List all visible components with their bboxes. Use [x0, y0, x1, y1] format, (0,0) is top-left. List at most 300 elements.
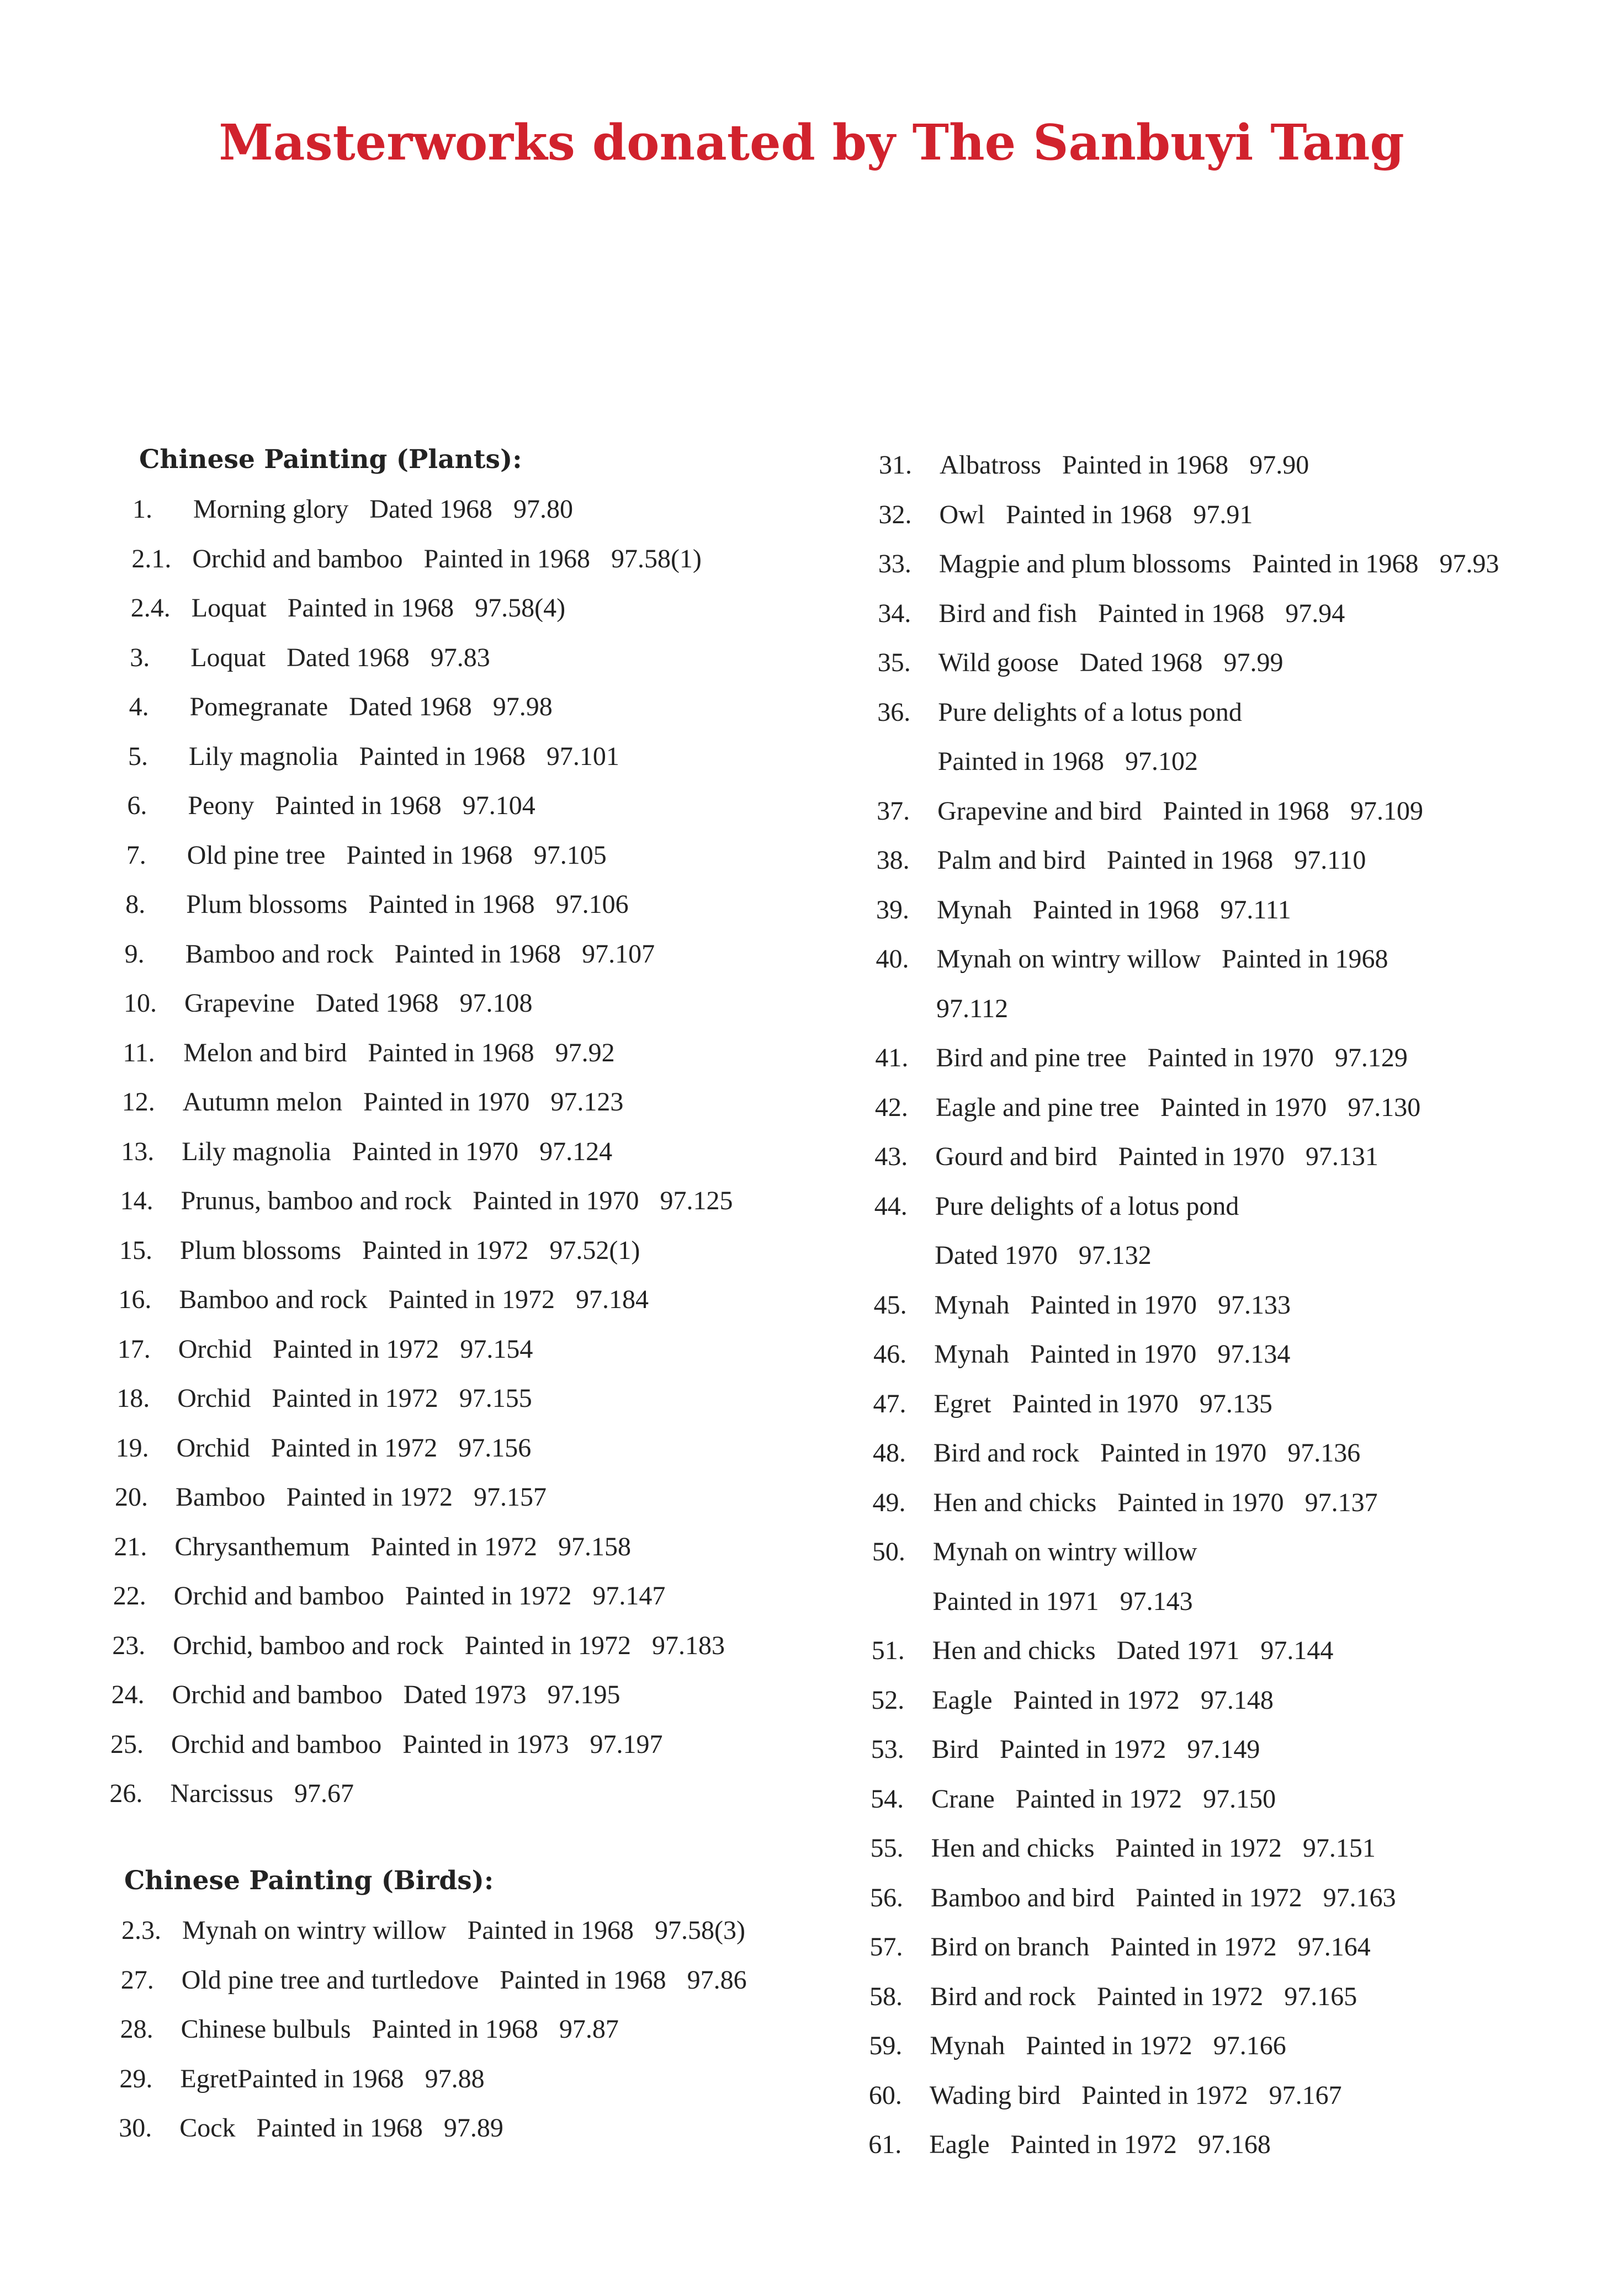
entry-number: 41.	[875, 1043, 909, 1072]
entry-accession-number: 97.147	[592, 1581, 666, 1611]
entry-number: 31.	[879, 450, 912, 480]
entry-date: Painted in 1972	[1136, 1883, 1302, 1912]
entry-accession-number: 97.93	[1439, 549, 1499, 578]
entry-date: Painted in 1968	[500, 1965, 666, 1995]
catalogue-entry	[121, 1915, 745, 1946]
entry-date: Painted in 1968	[372, 2015, 538, 2044]
entry-number: 48.	[873, 1438, 906, 1468]
entry-number: 23.	[112, 1630, 146, 1660]
catalogue-entry	[877, 796, 1423, 826]
catalogue-entry	[878, 598, 1345, 629]
catalogue-entry	[871, 1833, 1376, 1863]
entry-date: Painted in 1968	[1222, 944, 1388, 974]
entry-title: Owl	[939, 499, 985, 529]
entry-title: Mynah on wintry willow	[936, 944, 1201, 974]
entry-accession-number: 97.92	[555, 1038, 615, 1067]
entry-title: Plum blossoms	[180, 1235, 342, 1265]
catalogue-entry	[121, 1136, 612, 1167]
entry-title: Egret	[934, 1389, 991, 1418]
entry-date: Painted in 1968	[368, 1038, 534, 1067]
catalogue-entry	[872, 1635, 1334, 1666]
entry-accession-number: 97.112	[936, 993, 1009, 1023]
entry-date: Painted in 1968	[1163, 796, 1329, 826]
entry-date: Dated 1968	[315, 988, 439, 1018]
entry-date: Painted in 1970	[1147, 1043, 1314, 1072]
entry-accession-number: 97.151	[1302, 1833, 1376, 1863]
entry-date: Painted in 1970	[1100, 1438, 1267, 1468]
entry-title: Autumn melon	[182, 1087, 343, 1117]
entry-accession-number: 97.155	[459, 1384, 532, 1413]
entry-title: Lily magnolia	[189, 741, 338, 771]
entry-number: 43.	[874, 1142, 908, 1171]
entry-title: Bird	[931, 1735, 979, 1764]
entry-date: Painted in 1968	[423, 544, 590, 573]
entry-title: Mynah on wintry willow	[182, 1916, 447, 1945]
entry-number: 8.	[125, 890, 146, 919]
entry-accession-number: 97.89	[443, 2113, 503, 2143]
catalogue-entry	[113, 1581, 666, 1611]
entry-number: 36.	[877, 697, 911, 727]
entry-accession-number: 97.58(3)	[654, 1916, 745, 1945]
entry-title: Bamboo and rock	[179, 1285, 368, 1314]
entry-title: Old pine tree and turtledove	[181, 1965, 479, 1995]
entry-date: Painted in 1968	[275, 791, 442, 820]
entry-number: 2.3.	[121, 1916, 161, 1945]
catalogue-entry	[118, 1284, 649, 1315]
entry-title: Narcissus	[170, 1779, 274, 1808]
entry-accession-number: 97.156	[458, 1433, 532, 1463]
entry-date: Painted in 1970	[1117, 1487, 1284, 1517]
entry-number: 39.	[876, 895, 910, 924]
entry-title: Grapevine	[184, 988, 295, 1018]
catalogue-entry	[872, 1537, 1218, 1567]
entry-accession-number: 97.157	[473, 1482, 547, 1512]
entry-title: Plum blossoms	[186, 890, 348, 919]
entry-date: Painted in 1968	[1106, 846, 1274, 875]
entry-date: Painted in 1972	[1000, 1735, 1166, 1764]
catalogue-entry	[872, 1586, 1192, 1617]
entry-title: Hen and chicks	[933, 1487, 1097, 1517]
entry-title: Hen and chicks	[931, 1833, 1095, 1863]
entry-date: Painted in 1970	[473, 1186, 639, 1215]
entry-number: 22.	[113, 1581, 146, 1611]
entry-accession-number: 97.135	[1199, 1389, 1272, 1418]
entry-accession-number: 97.183	[652, 1630, 725, 1660]
entry-title: Orchid and bamboo	[171, 1729, 382, 1759]
entry-number: 35.	[877, 648, 911, 677]
catalogue-entry	[127, 790, 535, 821]
entry-title: Bird and rock	[930, 1981, 1076, 2011]
entry-number: 55.	[870, 1833, 904, 1863]
entry-date: Painted in 1970	[352, 1136, 519, 1166]
entry-title: Crane	[931, 1784, 995, 1814]
catalogue-entry	[109, 1778, 354, 1809]
entry-number: 3.	[130, 642, 150, 672]
entry-title: Old pine tree	[187, 840, 326, 870]
entry-number: 26.	[109, 1779, 143, 1808]
entry-accession-number: 97.168	[1197, 2130, 1271, 2159]
catalogue-entry	[132, 494, 573, 524]
entry-title: Orchid, bamboo and rock	[173, 1630, 444, 1660]
entry-title: Bamboo and rock	[185, 939, 374, 969]
catalogue-entry	[878, 499, 1253, 530]
entry-title: Orchid	[177, 1384, 251, 1413]
entry-title: Bird and pine tree	[936, 1043, 1127, 1072]
entry-title: Bird on branch	[930, 1932, 1090, 1962]
entry-accession-number: 97.133	[1217, 1290, 1291, 1320]
entry-title: Albatross	[940, 450, 1041, 480]
entry-accession-number: 97.167	[1269, 2080, 1342, 2110]
entry-title: Peony	[188, 791, 254, 820]
entry-title: Mynah on wintry willow	[932, 1537, 1197, 1566]
catalogue-entry	[125, 939, 655, 969]
entry-number: 21.	[114, 1532, 147, 1561]
entry-number: 6.	[127, 791, 147, 820]
entry-date: Dated 1971	[1116, 1636, 1240, 1665]
entry-accession-number: 97.58(4)	[475, 593, 566, 623]
entry-accession-number: 97.154	[460, 1334, 533, 1364]
catalogue-entry	[112, 1680, 620, 1710]
entry-date: Painted in 1973	[402, 1729, 569, 1759]
entry-number: 61.	[868, 2130, 902, 2159]
entry-title: Cock	[179, 2113, 236, 2143]
catalogue-entry	[874, 1141, 1378, 1172]
entry-number: 60.	[868, 2080, 902, 2110]
entry-number: 40.	[876, 944, 909, 974]
entry-number: 13.	[121, 1136, 155, 1166]
catalogue-entry	[878, 549, 1499, 579]
entry-title: Orchid and bamboo	[172, 1680, 383, 1709]
section-heading-plants: Chinese Painting (Plants):	[139, 444, 522, 475]
catalogue-entry	[868, 2129, 1271, 2160]
entry-date: Painted in 1968	[346, 840, 513, 870]
catalogue-entry	[124, 988, 533, 1018]
catalogue-entry	[875, 1092, 1420, 1123]
entry-accession-number: 97.125	[660, 1186, 733, 1215]
entry-title: Orchid and bamboo	[173, 1581, 385, 1611]
catalogue-entry	[869, 1981, 1357, 2012]
catalogue-entry	[869, 2080, 1342, 2111]
entry-number: 24.	[111, 1680, 145, 1709]
catalogue-entry	[125, 889, 628, 920]
entry-title: Mynah	[930, 2031, 1005, 2060]
entry-title: Bird and fish	[938, 598, 1077, 628]
entry-date: Painted in 1972	[1081, 2080, 1248, 2110]
entry-date: Painted in 1968	[394, 939, 561, 969]
entry-date: Dated 1968	[287, 642, 410, 672]
entry-date: Dated 1968	[369, 495, 492, 524]
entry-title: Palm and bird	[937, 846, 1086, 875]
entry-accession-number: 97.99	[1223, 648, 1283, 677]
entry-number: 30.	[119, 2113, 152, 2143]
section-heading-birds: Chinese Painting (Birds):	[124, 1866, 494, 1896]
entry-title: Hen and chicks	[932, 1636, 1096, 1665]
entry-accession-number: 97.165	[1284, 1981, 1357, 2011]
entry-number: 51.	[871, 1636, 905, 1665]
entry-accession-number: 97.134	[1217, 1340, 1291, 1369]
catalogue-entry	[123, 1038, 614, 1068]
entry-number: 2.1.	[131, 544, 172, 573]
entry-title: Bird and rock	[934, 1438, 1079, 1468]
entry-date: Painted in 1968	[359, 741, 526, 771]
entry-number: 32.	[878, 499, 912, 529]
entry-title: Pomegranate	[189, 692, 328, 721]
entry-date: Painted in 1972	[270, 1433, 438, 1463]
entry-title: Lily magnolia	[182, 1136, 331, 1166]
entry-accession-number: 97.197	[590, 1729, 663, 1759]
entry-number: 14.	[120, 1186, 153, 1215]
entry-title: Orchid and bamboo	[192, 544, 403, 573]
entry-number: 20.	[115, 1482, 148, 1512]
entry-accession-number: 97.91	[1193, 499, 1253, 529]
entry-date: Painted in 1972	[1010, 2130, 1177, 2159]
entry-number: 37.	[877, 796, 910, 826]
catalogue-entry	[878, 647, 1283, 678]
entry-title: Eagle	[929, 2130, 990, 2159]
page-title: Masterworks donated by The Sanbuyi Tang	[219, 113, 1404, 171]
entry-accession-number: 97.52(1)	[549, 1235, 640, 1265]
entry-accession-number: 97.87	[559, 2015, 619, 2044]
entry-accession-number: 97.83	[430, 642, 490, 672]
entry-accession-number: 97.124	[539, 1136, 613, 1166]
entry-date: Painted in 1972	[464, 1630, 632, 1660]
entry-title: Bamboo and bird	[931, 1883, 1115, 1912]
entry-number: 59.	[869, 2031, 903, 2060]
catalogue-entry	[872, 1487, 1377, 1518]
entry-accession-number: 97.106	[555, 890, 629, 919]
entry-date: Painted in 1970	[1012, 1389, 1179, 1418]
entry-accession-number: 97.104	[462, 791, 535, 820]
catalogue-entry	[118, 1334, 533, 1364]
entry-accession-number: 97.184	[575, 1285, 649, 1314]
entry-accession-number: 97.136	[1287, 1438, 1361, 1468]
catalogue-entry	[115, 1482, 547, 1512]
entry-accession-number: 97.163	[1323, 1883, 1396, 1912]
entry-accession-number: 97.107	[582, 939, 655, 969]
entry-accession-number: 97.101	[546, 741, 619, 771]
entry-date: Painted in 1972	[370, 1532, 537, 1561]
catalogue-entry	[120, 2014, 619, 2044]
catalogue-entry	[874, 1290, 1291, 1320]
entry-number: 46.	[873, 1340, 907, 1369]
entry-title: Prunus, bamboo and rock	[181, 1186, 452, 1215]
entry-number: 45.	[873, 1290, 907, 1320]
entry-number: 11.	[123, 1038, 155, 1067]
entry-accession-number: 97.80	[513, 495, 573, 524]
entry-date: Painted in 1970	[1030, 1340, 1197, 1369]
entry-number: 19.	[115, 1433, 149, 1463]
entry-date: Painted in 1968	[467, 1916, 634, 1945]
entry-accession-number: 97.150	[1203, 1784, 1276, 1814]
entry-number: 49.	[872, 1487, 906, 1517]
entry-date: Dated 1968	[349, 692, 472, 721]
entry-title: Morning glory	[193, 495, 349, 524]
entry-title: Pure delights of a lotus pond	[938, 697, 1242, 727]
catalogue-entry	[871, 1685, 1274, 1715]
entry-date: Painted in 1968	[1062, 450, 1229, 480]
catalogue-entry	[121, 1965, 747, 1995]
entry-date: Painted in 1968	[256, 2113, 423, 2143]
entry-number: 18.	[116, 1384, 150, 1413]
entry-title: Pure delights of a lotus pond	[935, 1191, 1239, 1221]
catalogue-entry	[128, 741, 619, 772]
entry-number: 33.	[878, 549, 911, 578]
entry-number: 54.	[871, 1784, 904, 1814]
entry-accession-number: 97.86	[687, 1965, 747, 1995]
catalogue-entry	[116, 1383, 532, 1413]
entry-number: 16.	[118, 1285, 152, 1314]
entry-number: 47.	[873, 1389, 906, 1418]
catalogue-entry	[876, 895, 1291, 925]
catalogue-entry	[120, 1186, 733, 1216]
entry-accession-number: 97.105	[533, 840, 607, 870]
catalogue-entry	[873, 1438, 1360, 1468]
entry-number: 7.	[126, 840, 146, 870]
catalogue-entry	[122, 1087, 624, 1117]
entry-date: Painted in 1972	[272, 1384, 438, 1413]
entry-accession-number: 97.108	[459, 988, 533, 1018]
entry-date: Painted in 1972	[388, 1285, 555, 1314]
entry-number: 38.	[876, 846, 910, 875]
entry-date: Painted in 1972	[362, 1235, 529, 1265]
entry-number: 5.	[128, 741, 148, 771]
catalogue-entry	[874, 1191, 1260, 1221]
entry-date: Painted in 1972	[1110, 1932, 1277, 1962]
entry-accession-number: 97.129	[1334, 1043, 1408, 1072]
entry-number: 12.	[121, 1087, 155, 1117]
entry-title: Chinese bulbuls	[181, 2015, 351, 2044]
entry-date: Painted in 1972	[273, 1334, 439, 1364]
entry-number: 25.	[110, 1729, 144, 1759]
entry-accession-number: 97.102	[1125, 747, 1198, 776]
catalogue-entry	[879, 450, 1309, 480]
entry-number: 2.4.	[130, 593, 171, 623]
entry-date: Painted in 1970	[1118, 1142, 1285, 1171]
entry-number: 44.	[874, 1191, 908, 1221]
entry-date: Painted in 1972	[405, 1581, 572, 1611]
catalogue-entry	[129, 692, 553, 722]
entry-date: Painted in 1968	[1006, 499, 1173, 529]
entry-date: Painted in 1972	[1115, 1833, 1282, 1863]
entry-number: 29.	[119, 2064, 153, 2093]
entry-number: 52.	[871, 1685, 905, 1715]
entry-title: Mynah	[934, 1290, 1010, 1320]
catalogue-entry	[871, 1734, 1260, 1764]
entry-number: 1.	[132, 495, 152, 524]
entry-number: 53.	[871, 1735, 904, 1764]
entry-date: Painted in 1968	[1033, 895, 1200, 924]
entry-accession-number: 97.164	[1297, 1932, 1371, 1962]
entry-accession-number: 97.123	[550, 1087, 624, 1117]
catalogue-entry	[876, 993, 1008, 1024]
entry-number: 50.	[872, 1537, 905, 1566]
entry-title: Eagle and pine tree	[935, 1092, 1139, 1122]
entry-accession-number: 97.195	[547, 1680, 620, 1709]
catalogue-entry	[870, 1932, 1371, 1962]
catalogue-entry	[131, 593, 565, 623]
entry-date: Painted in 1968	[287, 593, 454, 623]
entry-accession-number: 97.149	[1187, 1735, 1260, 1764]
entry-accession-number: 97.109	[1350, 796, 1423, 826]
catalogue-entry	[131, 544, 702, 574]
entry-accession-number: 97.98	[492, 692, 553, 721]
entry-number: 34.	[878, 598, 911, 628]
entry-number: 56.	[870, 1883, 904, 1912]
catalogue-entry	[877, 746, 1198, 777]
entry-date: Dated 1973	[403, 1680, 527, 1709]
entry-title: EgretPainted in 1968	[180, 2064, 404, 2093]
entry-accession-number: 97.90	[1249, 450, 1309, 480]
catalogue-entry	[873, 1389, 1272, 1419]
entry-accession-number: 97.94	[1285, 598, 1345, 628]
entry-title: Chrysanthemum	[174, 1532, 350, 1561]
catalogue-entry	[119, 2113, 503, 2143]
entry-date: Painted in 1972	[1015, 1784, 1182, 1814]
entry-number: 42.	[874, 1092, 908, 1122]
entry-title: Mynah	[934, 1340, 1010, 1369]
entry-accession-number: 97.110	[1294, 846, 1366, 875]
catalogue-entry	[877, 697, 1263, 727]
entry-number: 58.	[869, 1981, 903, 2011]
entry-date: Dated 1970	[935, 1241, 1058, 1270]
catalogue-entry	[112, 1630, 725, 1661]
catalogue-entry	[119, 1235, 640, 1266]
entry-date: Painted in 1970	[363, 1087, 530, 1117]
entry-date: Painted in 1968	[1097, 598, 1265, 628]
entry-accession-number: 97.67	[294, 1779, 354, 1808]
entry-accession-number: 97.144	[1260, 1636, 1334, 1665]
entry-date: Painted in 1971	[932, 1586, 1099, 1616]
entry-title: Eagle	[932, 1685, 993, 1715]
catalogue-entry	[876, 944, 1409, 974]
entry-title: Wading bird	[929, 2080, 1061, 2110]
entry-accession-number: 97.88	[425, 2064, 485, 2093]
entry-date: Painted in 1972	[1096, 1981, 1264, 2011]
entry-date: Painted in 1968	[937, 747, 1104, 776]
catalogue-entry	[875, 1043, 1408, 1073]
entry-title: Mynah	[937, 895, 1012, 924]
catalogue-entry	[870, 1883, 1396, 1913]
catalogue-entry	[114, 1532, 631, 1562]
entry-date: Painted in 1970	[1030, 1290, 1197, 1320]
catalogue-entry	[873, 1339, 1290, 1369]
entry-title: Melon and bird	[183, 1038, 347, 1067]
catalogue-entry	[130, 642, 490, 673]
entry-title: Loquat	[190, 642, 266, 672]
entry-number: 15.	[119, 1235, 152, 1265]
catalogue-entry	[116, 1433, 532, 1463]
entry-date: Painted in 1972	[1026, 2031, 1192, 2060]
entry-accession-number: 97.58(1)	[611, 544, 702, 573]
entry-date: Painted in 1972	[1013, 1685, 1180, 1715]
entry-accession-number: 97.158	[558, 1532, 631, 1561]
entry-date: Dated 1968	[1079, 648, 1203, 677]
entry-accession-number: 97.131	[1305, 1142, 1378, 1171]
entry-number: 57.	[869, 1932, 903, 1962]
entry-accession-number: 97.148	[1200, 1685, 1274, 1715]
entry-title: Orchid	[178, 1334, 252, 1364]
catalogue-entry	[126, 840, 607, 870]
entry-date: Painted in 1968	[1252, 549, 1419, 578]
entry-title: Magpie and plum blossoms	[938, 549, 1232, 578]
entry-title: Grapevine and bird	[937, 796, 1142, 826]
entry-title: Gourd and bird	[935, 1142, 1097, 1171]
entry-accession-number: 97.166	[1213, 2031, 1286, 2060]
catalogue-entry	[110, 1729, 663, 1760]
catalogue-entry	[869, 2031, 1286, 2061]
entry-title: Wild goose	[938, 648, 1059, 677]
entry-number: 28.	[120, 2015, 153, 2044]
